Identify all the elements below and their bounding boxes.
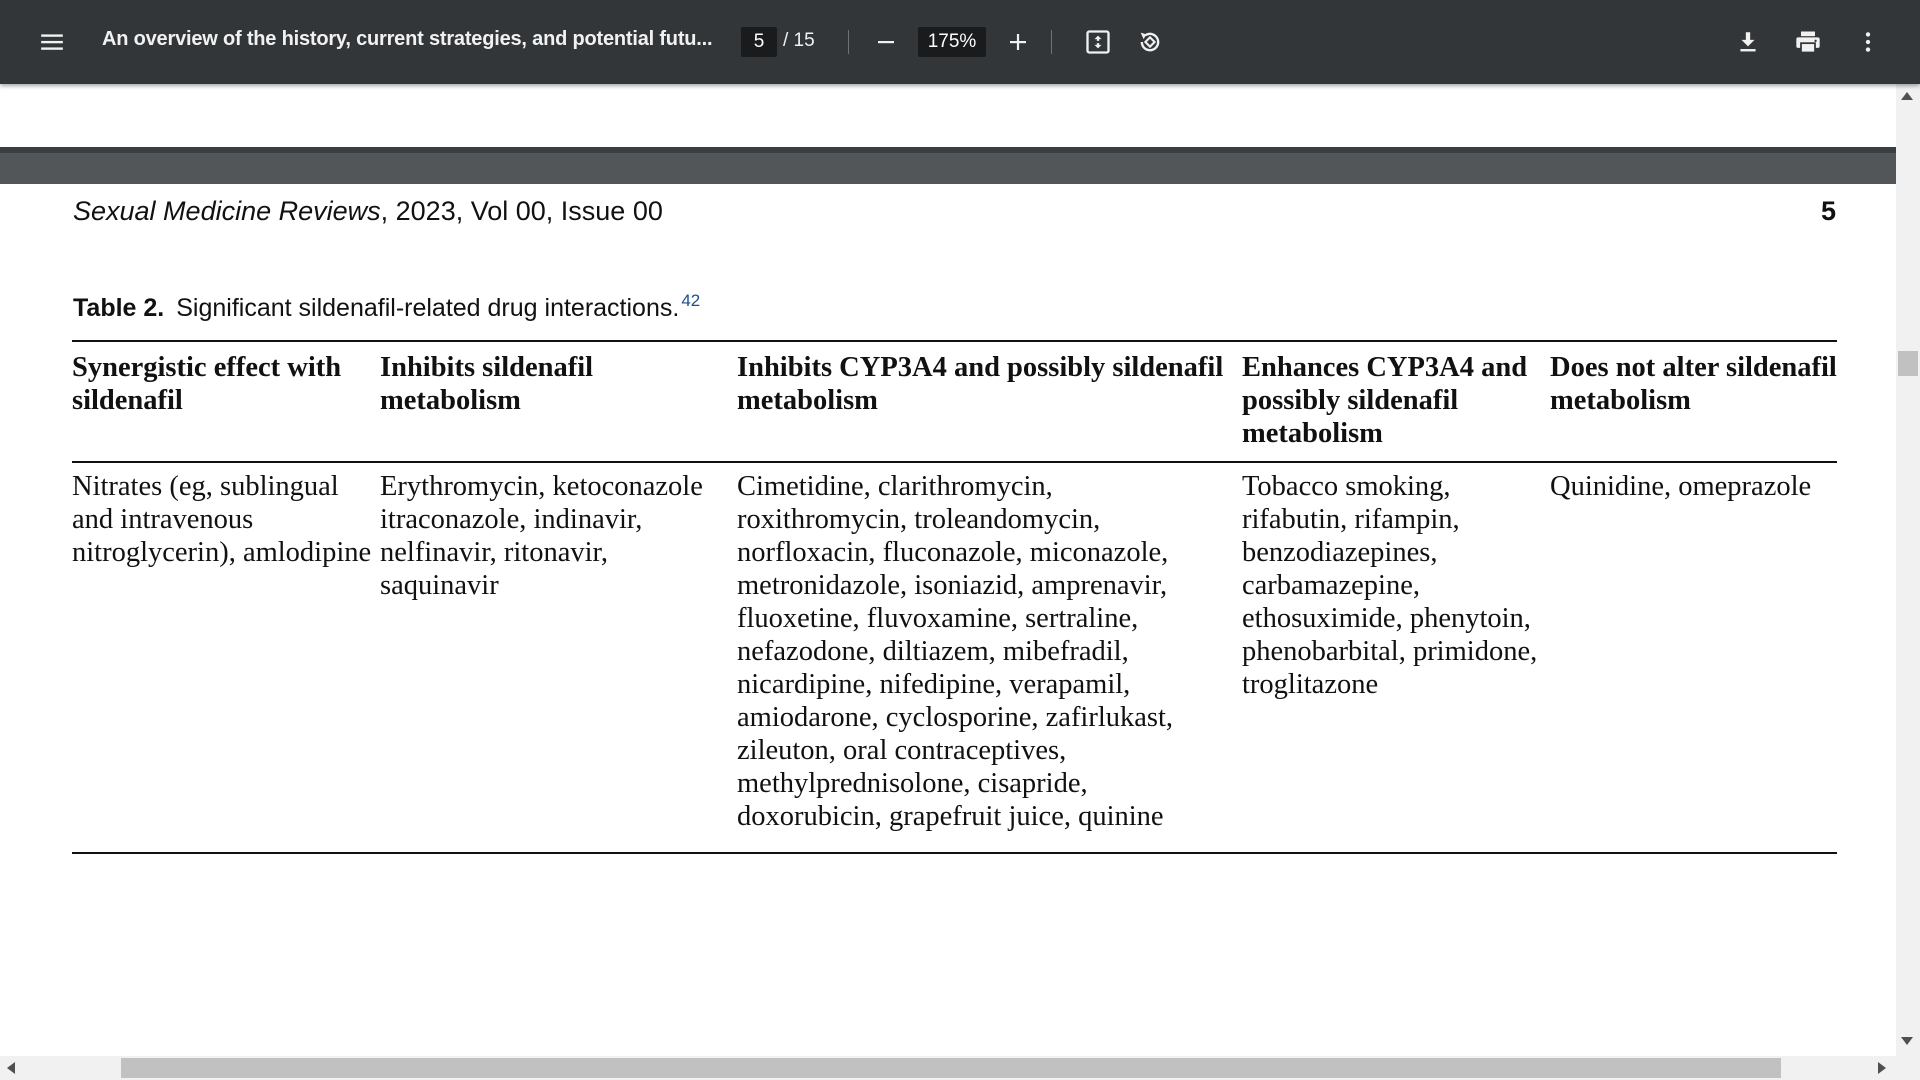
download-icon: [1735, 29, 1761, 55]
page-total: / 15: [783, 30, 815, 51]
page-separator-shadow: [0, 147, 1896, 153]
page-number-input[interactable]: 5: [741, 27, 777, 57]
print-button[interactable]: [1788, 22, 1828, 62]
scroll-right-arrow-icon[interactable]: [1878, 1062, 1886, 1074]
journal-name: Sexual Medicine Reviews: [73, 196, 381, 226]
minus-icon: [874, 30, 898, 54]
table-header-rule: [72, 461, 1837, 463]
table-header-cell: Inhibits sildenafil metabolism: [380, 352, 594, 416]
horizontal-scrollbar-thumb[interactable]: [121, 1058, 1781, 1078]
table-header-cell: Synergistic effect with sildenafil: [72, 352, 342, 416]
toolbar-divider: [848, 30, 849, 54]
table-label: Table 2.: [73, 294, 165, 322]
scroll-left-arrow-icon[interactable]: [7, 1062, 15, 1074]
table-cell: Cimetidine, clarithromycin, roxithromycin, troleandomycin, norfloxacin, fluconazole, miconazole, metronidazole, isoniazid, amprenavir, fluoxetine, fluvoxamine, sertraline, nefazodone, diltiazem, mibefradil, nicardipine, nifedipine, verapamil, amiodarone, cyclosporine, zafirlukast, zileuton, oral contraceptives, methylprednisolone, cisapride, doxorubicin, grapefruit juice, quinine: [737, 471, 1174, 832]
running-header: [73, 196, 663, 227]
document-title: An overview of the history, current strategies, and potential futu...: [102, 28, 713, 50]
table-bottom-rule: [72, 852, 1837, 854]
page-number: 5: [1820, 196, 1836, 226]
scroll-up-arrow-icon[interactable]: [1901, 92, 1913, 100]
printer-icon: [1794, 28, 1822, 56]
toolbar-divider: [1051, 30, 1052, 54]
rotate-counterclockwise-icon: [1136, 28, 1164, 56]
download-button[interactable]: [1728, 22, 1768, 62]
table-top-rule: [72, 340, 1837, 342]
more-options-button[interactable]: [1848, 22, 1888, 62]
table-header-cell: Inhibits CYP3A4 and possibly sildenafil metabolism: [737, 352, 1224, 416]
scrollbar-corner: [1896, 1056, 1920, 1080]
table-cell: Erythromycin, ketoconazole itraconazole, indinavir, nelfinavir, ritonavir, saquinavir: [380, 471, 703, 601]
fit-to-page-button[interactable]: [1078, 22, 1118, 62]
table-cell: Tobacco smoking, rifabutin, rifampin, benzodiazepines, carbamazepine, ethosuximide, phenytoin, phenobarbital, primidone, troglitazone: [1242, 471, 1538, 700]
zoom-in-button[interactable]: [1000, 22, 1036, 62]
scroll-down-arrow-icon[interactable]: [1901, 1037, 1913, 1045]
reference-link[interactable]: 42: [681, 291, 701, 310]
more-vertical-icon: [1855, 29, 1881, 55]
zoom-level-input[interactable]: 175%: [918, 27, 986, 57]
table-header-cell: Does not alter sildenafil metabolism: [1550, 352, 1837, 416]
rotate-button[interactable]: [1130, 22, 1170, 62]
plus-icon: [1006, 30, 1030, 54]
vertical-scrollbar-thumb[interactable]: [1898, 351, 1918, 376]
table-caption: [73, 291, 700, 323]
vertical-scrollbar[interactable]: [1896, 84, 1920, 1056]
fit-to-page-icon: [1084, 28, 1112, 56]
table-cell: Quinidine, omeprazole: [1550, 471, 1812, 502]
pdf-toolbar: [0, 0, 1920, 84]
table-header-cell: Enhances CYP3A4 and possibly sildenafil metabolism: [1242, 352, 1528, 449]
journal-citation: , 2023, Vol 00, Issue 00: [380, 196, 663, 226]
table-caption-text: Significant sildenafil-related drug interactions.: [176, 294, 680, 322]
table-cell: Nitrates (eg, sublingual and intravenous nitroglycerin), amlodipine: [72, 471, 372, 568]
hamburger-menu-icon[interactable]: [32, 22, 72, 62]
zoom-out-button[interactable]: [868, 22, 904, 62]
